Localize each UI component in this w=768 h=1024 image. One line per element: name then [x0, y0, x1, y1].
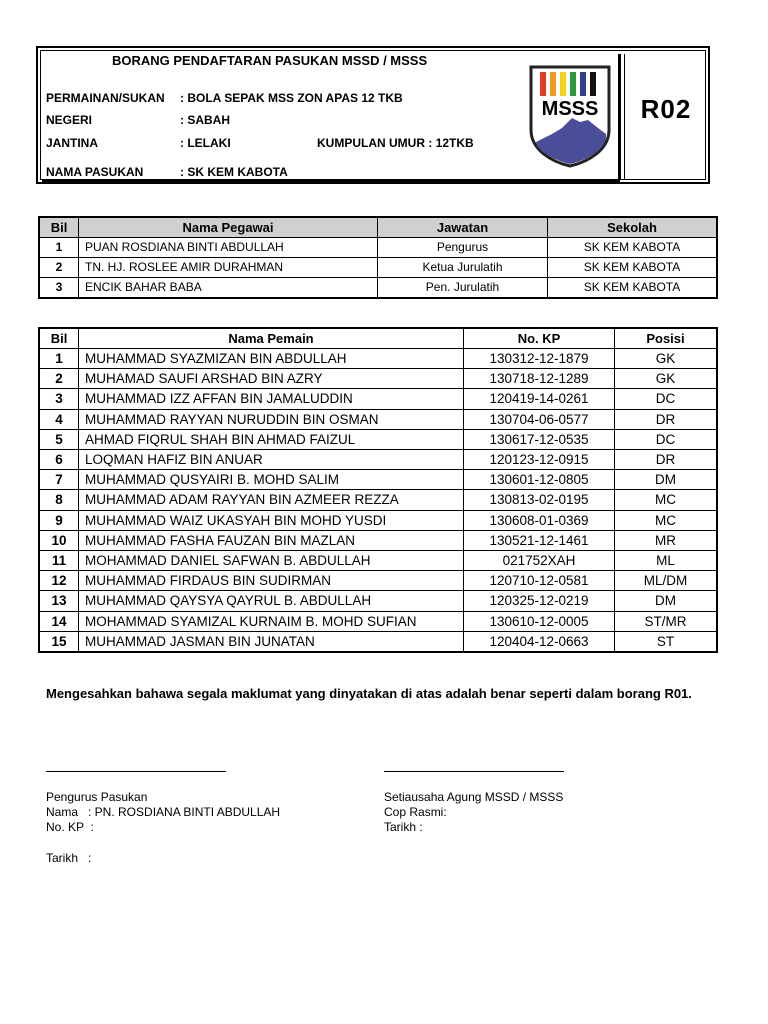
header-bottom-rule	[42, 180, 620, 182]
staff-position: Pengurus	[378, 238, 548, 258]
player-bil: 6	[39, 450, 79, 470]
player-bil: 7	[39, 470, 79, 490]
field-label-gender: JANTINA	[46, 136, 99, 150]
player-position: DM	[615, 470, 718, 490]
player-name: MUHAMMAD QUSYAIRI B. MOHD SALIM	[79, 470, 464, 490]
player-position: MC	[615, 490, 718, 510]
field-label-state: NEGERI	[46, 113, 93, 127]
msss-logo	[528, 64, 612, 168]
msss-logo-shield-icon	[528, 64, 612, 168]
staff-bil: 2	[39, 258, 79, 278]
player-name: MUHAMMAD WAIZ UKASYAH BIN MOHD YUSDI	[79, 510, 464, 530]
staff-bil: 3	[39, 278, 79, 299]
staff-header-row	[39, 217, 717, 238]
players-header-position: Posisi	[615, 328, 718, 349]
player-ic: 120404-12-0663	[464, 631, 615, 652]
staff-table	[38, 216, 718, 299]
player-name: MUHAMMAD QAYSYA QAYRUL B. ABDULLAH	[79, 591, 464, 611]
field-label-team: NAMA PASUKAN	[46, 165, 144, 179]
table-row	[39, 429, 717, 449]
player-name: MUHAMMAD SYAZMIZAN BIN ABDULLAH	[79, 349, 464, 369]
field-value-sport: : BOLA SEPAK MSS ZON APAS 12 TKB	[180, 91, 403, 105]
player-ic: 120419-14-0261	[464, 389, 615, 409]
logo-bar-yellow	[560, 72, 566, 96]
field-value-team: : SK KEM KABOTA	[180, 165, 288, 179]
table-row	[39, 571, 717, 591]
table-row	[39, 450, 717, 470]
table-row	[39, 369, 717, 389]
signature-left-name: Nama : PN. ROSDIANA BINTI ABDULLAH	[46, 805, 281, 819]
player-name: MOHAMMAD SYAMIZAL KURNAIM B. MOHD SUFIAN	[79, 611, 464, 631]
table-row	[39, 490, 717, 510]
player-position: DR	[615, 450, 718, 470]
header-divider-thin	[624, 54, 625, 180]
table-row	[39, 278, 717, 299]
player-bil: 8	[39, 490, 79, 510]
player-ic: 130601-12-0805	[464, 470, 615, 490]
signature-left-date: Tarikh :	[46, 851, 92, 865]
table-row	[39, 409, 717, 429]
player-name: MOHAMMAD DANIEL SAFWAN B. ABDULLAH	[79, 551, 464, 571]
staff-school: SK KEM KABOTA	[548, 238, 718, 258]
player-position: ST	[615, 631, 718, 652]
player-ic: 130312-12-1879	[464, 349, 615, 369]
player-bil: 15	[39, 631, 79, 652]
player-name: MUHAMMAD ADAM RAYYAN BIN AZMEER REZZA	[79, 490, 464, 510]
player-position: ML	[615, 551, 718, 571]
logo-bar-orange	[550, 72, 556, 96]
player-position: DM	[615, 591, 718, 611]
staff-name: ENCIK BAHAR BABA	[79, 278, 378, 299]
player-position: MC	[615, 510, 718, 530]
player-bil: 4	[39, 409, 79, 429]
table-row	[39, 510, 717, 530]
table-row	[39, 258, 717, 278]
table-row	[39, 349, 717, 369]
player-position: DR	[615, 409, 718, 429]
staff-position: Pen. Jurulatih	[378, 278, 548, 299]
signature-left-role: Pengurus Pasukan	[46, 790, 148, 804]
player-bil: 2	[39, 369, 79, 389]
player-ic: 130608-01-0369	[464, 510, 615, 530]
player-ic: 130617-12-0535	[464, 429, 615, 449]
signature-right-role: Setiausaha Agung MSSD / MSSS	[384, 790, 564, 804]
player-position: ST/MR	[615, 611, 718, 631]
player-position: GK	[615, 349, 718, 369]
form-code: R02	[640, 94, 692, 124]
player-ic: 130521-12-1461	[464, 530, 615, 550]
signature-line-right	[384, 771, 564, 772]
player-name: MUHAMMAD FASHA FAUZAN BIN MAZLAN	[79, 530, 464, 550]
player-name: MUHAMMAD JASMAN BIN JUNATAN	[79, 631, 464, 652]
staff-header-school: Sekolah	[548, 217, 718, 238]
logo-bar-black	[590, 72, 596, 96]
player-position: MR	[615, 530, 718, 550]
players-header-row	[39, 328, 717, 349]
declaration-text: Mengesahkan bahawa segala maklumat yang dinyatakan di atas adalah benar seperti dalam borang R01.	[46, 686, 692, 701]
player-position: DC	[615, 389, 718, 409]
staff-position: Ketua Jurulatih	[378, 258, 548, 278]
field-age-group: KUMPULAN UMUR : 12TKB	[317, 136, 474, 150]
staff-school: SK KEM KABOTA	[548, 258, 718, 278]
player-name: LOQMAN HAFIZ BIN ANUAR	[79, 450, 464, 470]
player-position: DC	[615, 429, 718, 449]
player-ic: 120325-12-0219	[464, 591, 615, 611]
field-value-gender: : LELAKI	[180, 136, 231, 150]
header-divider	[618, 54, 621, 180]
player-ic: 130704-06-0577	[464, 409, 615, 429]
staff-school: SK KEM KABOTA	[548, 278, 718, 299]
field-value-state: : SABAH	[180, 113, 230, 127]
player-name: MUHAMMAD IZZ AFFAN BIN JAMALUDDIN	[79, 389, 464, 409]
player-ic: 130718-12-1289	[464, 369, 615, 389]
player-bil: 1	[39, 349, 79, 369]
logo-bar-green	[570, 72, 576, 96]
player-bil: 12	[39, 571, 79, 591]
player-name: AHMAD FIQRUL SHAH BIN AHMAD FAIZUL	[79, 429, 464, 449]
staff-name: TN. HJ. ROSLEE AMIR DURAHMAN	[79, 258, 378, 278]
player-bil: 11	[39, 551, 79, 571]
staff-header-position: Jawatan	[378, 217, 548, 238]
table-row	[39, 238, 717, 258]
logo-bar-blue	[580, 72, 586, 96]
table-row	[39, 530, 717, 550]
signature-right-date: Tarikh :	[384, 820, 423, 834]
staff-name: PUAN ROSDIANA BINTI ABDULLAH	[79, 238, 378, 258]
staff-header-bil: Bil	[39, 217, 79, 238]
table-row	[39, 551, 717, 571]
logo-bar-red	[540, 72, 546, 96]
table-row	[39, 470, 717, 490]
players-table	[38, 327, 718, 653]
table-row	[39, 591, 717, 611]
signature-right-stamp: Cop Rasmi:	[384, 805, 447, 819]
signature-line-left	[46, 771, 226, 772]
player-name: MUHAMAD SAUFI ARSHAD BIN AZRY	[79, 369, 464, 389]
player-ic: 021752XAH	[464, 551, 615, 571]
player-bil: 14	[39, 611, 79, 631]
player-ic: 120710-12-0581	[464, 571, 615, 591]
player-position: ML/DM	[615, 571, 718, 591]
player-ic: 130610-12-0005	[464, 611, 615, 631]
player-bil: 5	[39, 429, 79, 449]
players-header-ic: No. KP	[464, 328, 615, 349]
form-title: BORANG PENDAFTARAN PASUKAN MSSD / MSSS	[112, 53, 428, 68]
players-header-bil: Bil	[39, 328, 79, 349]
player-bil: 3	[39, 389, 79, 409]
player-position: GK	[615, 369, 718, 389]
table-row	[39, 631, 717, 652]
players-header-name: Nama Pemain	[79, 328, 464, 349]
player-bil: 10	[39, 530, 79, 550]
table-row	[39, 611, 717, 631]
player-name: MUHAMMAD FIRDAUS BIN SUDIRMAN	[79, 571, 464, 591]
signature-left-ic: No. KP :	[46, 820, 94, 834]
player-ic: 120123-12-0915	[464, 450, 615, 470]
table-row	[39, 389, 717, 409]
logo-text: MSSS	[541, 98, 599, 120]
staff-header-name: Nama Pegawai	[79, 217, 378, 238]
player-bil: 9	[39, 510, 79, 530]
player-ic: 130813-02-0195	[464, 490, 615, 510]
staff-bil: 1	[39, 238, 79, 258]
player-bil: 13	[39, 591, 79, 611]
field-label-sport: PERMAINAN/SUKAN	[46, 91, 165, 105]
player-name: MUHAMMAD RAYYAN NURUDDIN BIN OSMAN	[79, 409, 464, 429]
